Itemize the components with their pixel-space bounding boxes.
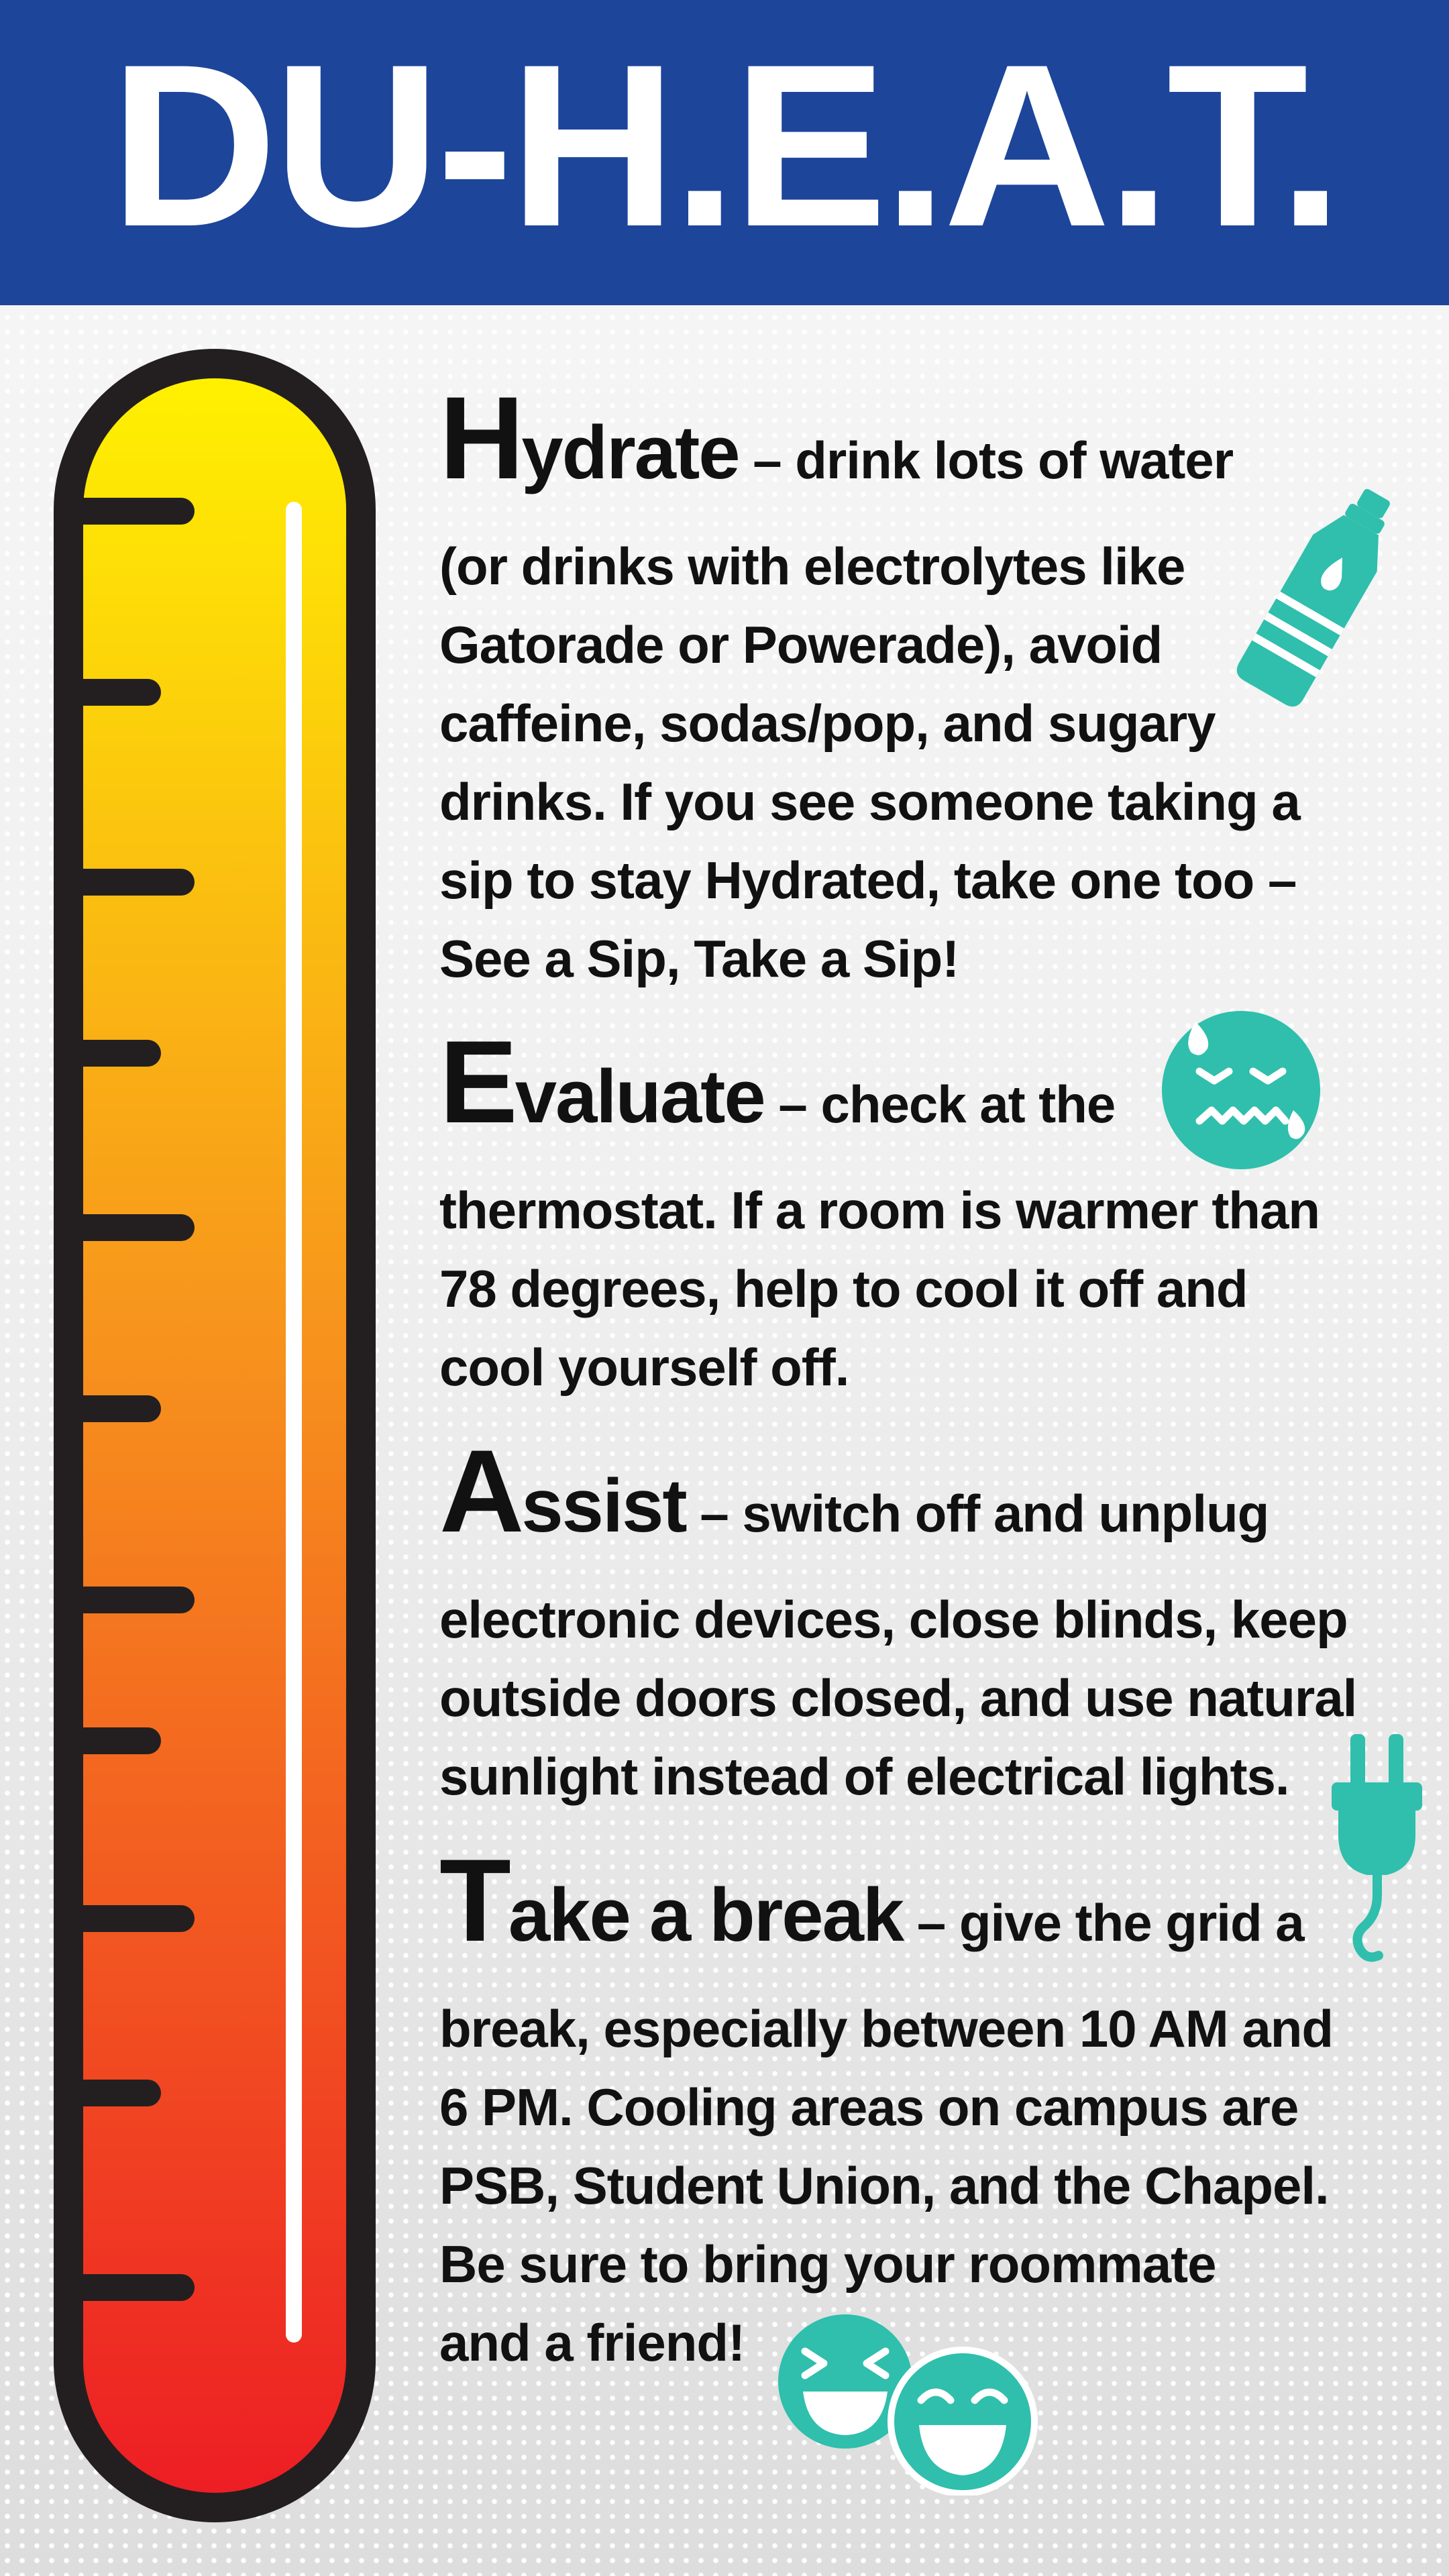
- section-text-line: – give the grid a: [903, 1893, 1304, 1952]
- header-banner: [0, 0, 1449, 305]
- section-text-line: sunlight instead of electrical lights.: [439, 1747, 1289, 1806]
- section-text-line: – check at the: [764, 1075, 1116, 1134]
- section-text-line: See a Sip, Take a Sip!: [439, 929, 959, 988]
- laughing-faces-icon: [775, 2308, 1050, 2499]
- section-text-line: break, especially between 10 AM and: [439, 1999, 1334, 2058]
- section-text-line: sip to stay Hydrated, take one too –: [439, 851, 1297, 910]
- section-assist: [439, 1426, 1405, 1816]
- section-text-line: 6 PM. Cooling areas on campus are: [439, 2078, 1299, 2137]
- section-text-line: electronic devices, close blinds, keep: [439, 1590, 1348, 1649]
- section-text-line: Gatorade or Powerade), avoid: [439, 615, 1163, 674]
- plug-icon: [1332, 1734, 1422, 1966]
- section-text-line: outside doors closed, and use natural: [439, 1668, 1357, 1727]
- section-text-line: – drink lots of water: [739, 431, 1234, 490]
- section-keyword: valuate: [515, 1055, 765, 1138]
- section-text-line: (or drinks with electrolytes like: [439, 537, 1185, 596]
- hot-face-icon: [1161, 1010, 1322, 1174]
- section-initial: H: [439, 373, 522, 504]
- section-keyword: ssist: [521, 1464, 686, 1548]
- section-keyword: ydrate: [521, 411, 739, 494]
- section-text-line: 78 degrees, help to cool it off and: [439, 1259, 1248, 1318]
- water-bottle-icon: [1228, 473, 1415, 718]
- thermometer-icon: [54, 349, 376, 2522]
- section-text-line: drinks. If you see someone taking a: [439, 772, 1300, 831]
- section-initial: E: [439, 1017, 515, 1148]
- section-take-a-break: [439, 1835, 1405, 2382]
- section-initial: T: [439, 1835, 508, 1966]
- section-text-line: – switch off and unplug: [686, 1484, 1269, 1543]
- section-text-line: caffeine, sodas/pop, and sugary: [439, 694, 1216, 753]
- section-heading-line: [439, 1835, 1405, 1990]
- section-initial: A: [439, 1426, 522, 1557]
- section-text-line: and a friend!: [439, 2313, 745, 2372]
- section-text-line: PSB, Student Union, and the Chapel.: [439, 2156, 1329, 2215]
- section-text-line: Be sure to bring your roommate: [439, 2235, 1216, 2294]
- thermometer-graphic: [54, 349, 376, 2522]
- section-heading-line: [439, 1426, 1405, 1580]
- section-keyword: ake a break: [508, 1873, 904, 1957]
- section-text-line: cool yourself off.: [439, 1338, 849, 1397]
- section-text-line: thermostat. If a room is warmer than: [439, 1181, 1320, 1240]
- page-title: DU-H.E.A.T.: [110, 17, 1339, 275]
